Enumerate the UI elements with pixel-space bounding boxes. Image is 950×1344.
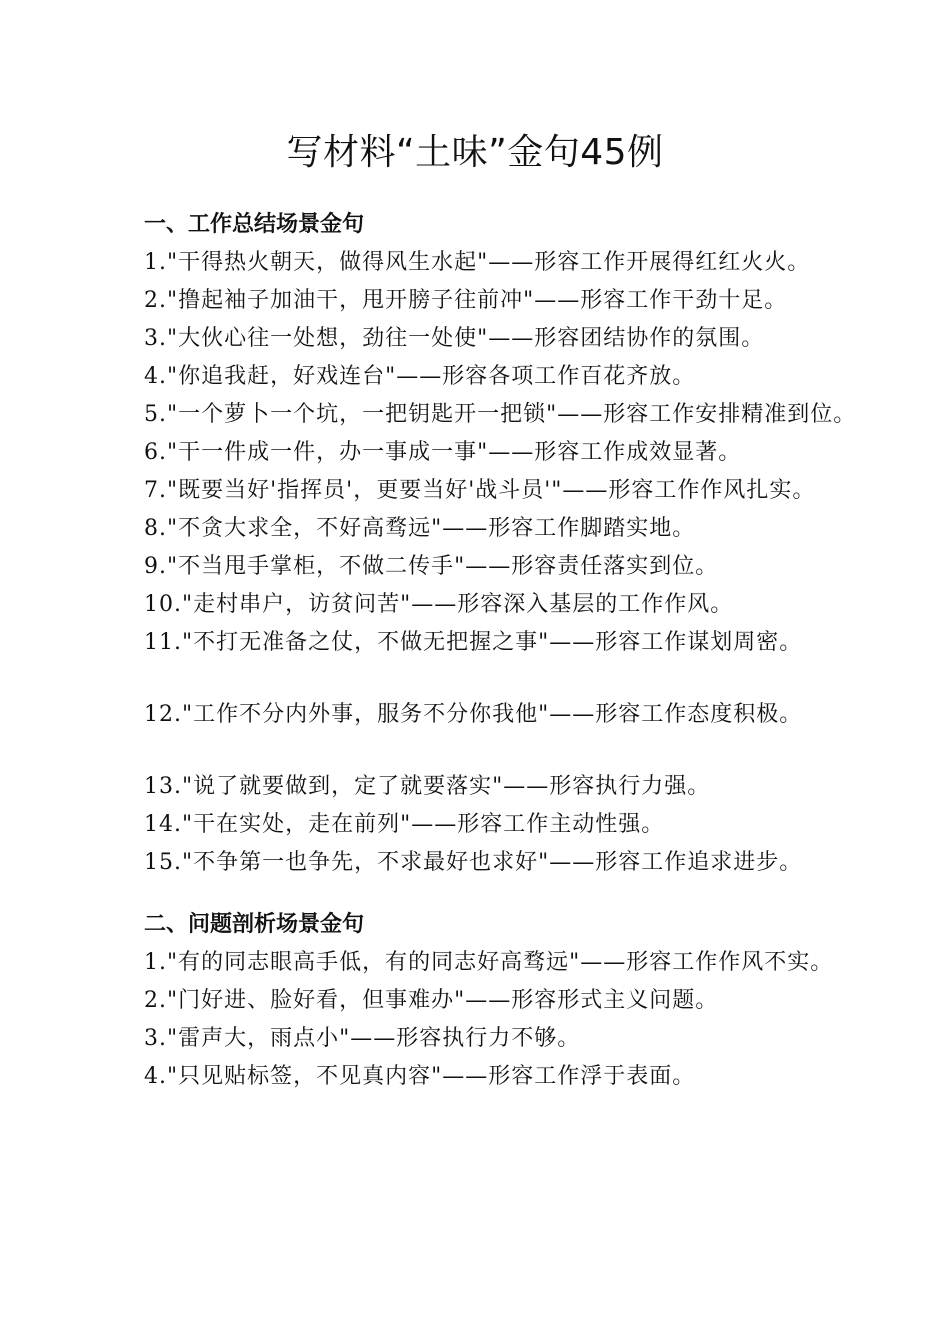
list-item: 2."撸起袖子加油干，甩开膀子往前冲"——形容工作干劲十足。 xyxy=(144,288,788,313)
list-item: 9."不当甩手掌柜，不做二传手"——形容责任落实到位。 xyxy=(144,554,719,579)
list-item: 4."你追我赶，好戏连台"——形容各项工作百花齐放。 xyxy=(144,364,696,389)
list-item: 15."不争第一也争先，不求最好也求好"——形容工作追求进步。 xyxy=(144,850,803,875)
list-item: 10."走村串户，访贫问苦"——形容深入基层的工作作风。 xyxy=(144,592,734,617)
list-item: 2."门好进、脸好看，但事难办"——形容形式主义问题。 xyxy=(144,988,719,1013)
section-gap xyxy=(106,882,864,906)
paragraph-gap xyxy=(106,734,864,768)
list-item: 12."工作不分内外事，服务不分你我他"——形容工作态度积极。 xyxy=(144,702,803,727)
section-heading-problem-analysis: 二、问题剖析场景金句 xyxy=(144,912,365,937)
document-body xyxy=(106,206,864,1096)
list-item: 1."有的同志眼高手低，有的同志好高骛远"——形容工作作风不实。 xyxy=(144,950,834,975)
section-heading-work-summary: 一、工作总结场景金句 xyxy=(144,212,365,237)
list-item: 6."干一件成一件，办一事成一事"——形容工作成效显著。 xyxy=(144,440,742,465)
paragraph-gap xyxy=(106,662,864,696)
list-item: 4."只见贴标签，不见真内容"——形容工作浮于表面。 xyxy=(144,1064,696,1089)
list-item: 8."不贪大求全，不好高骛远"——形容工作脚踏实地。 xyxy=(144,516,696,541)
list-item: 13."说了就要做到，定了就要落实"——形容执行力强。 xyxy=(144,774,711,799)
list-item: 1."干得热火朝天，做得风生水起"——形容工作开展得红红火火。 xyxy=(144,250,811,275)
list-item: 11."不打无准备之仗，不做无把握之事"——形容工作谋划周密。 xyxy=(144,630,803,655)
list-item: 5."一个萝卜一个坑，一把钥匙开一把锁"——形容工作安排精准到位。 xyxy=(144,402,857,427)
list-item: 14."干在实处，走在前列"——形容工作主动性强。 xyxy=(144,812,665,837)
list-item: 3."大伙心往一处想，劲往一处使"——形容团结协作的氛围。 xyxy=(144,326,765,351)
document-title: 写材料“土味”金句45例 xyxy=(286,132,664,173)
list-item: 7."既要当好'指挥员'，更要当好'战斗员'"——形容工作作风扎实。 xyxy=(144,478,816,503)
list-item: 3."雷声大，雨点小"——形容执行力不够。 xyxy=(144,1026,581,1051)
